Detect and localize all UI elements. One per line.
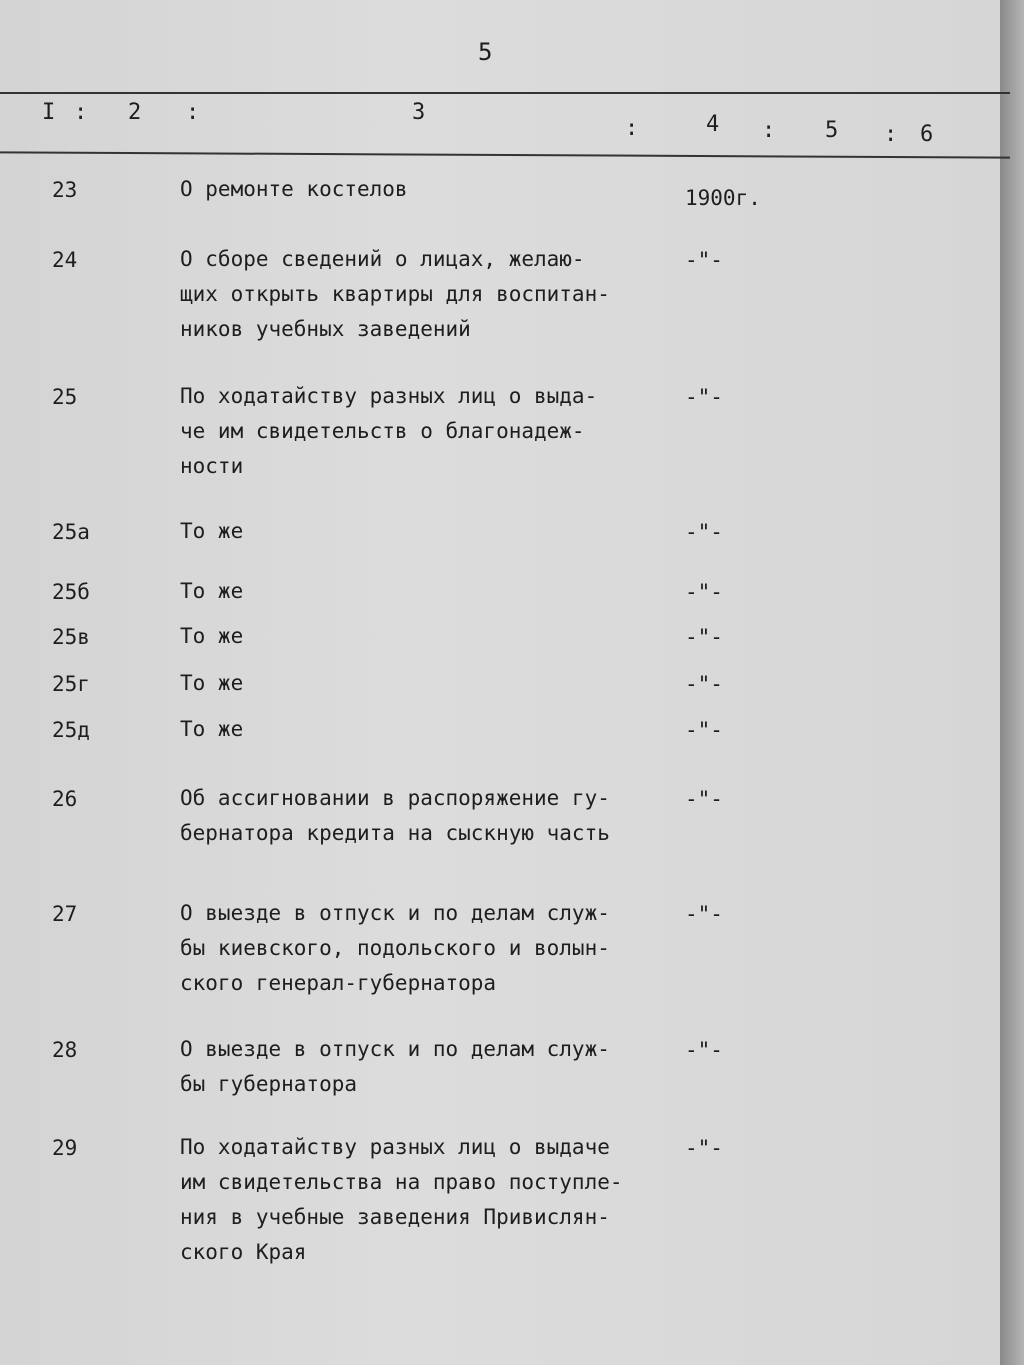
entry-number: 25д: [52, 718, 90, 742]
entry-number: 23: [52, 178, 78, 202]
entry-date: -"-: [685, 718, 723, 742]
col-2: 2: [128, 100, 142, 125]
col-sep: :: [186, 100, 200, 125]
col-sep: :: [74, 100, 88, 125]
entry-title: То же: [180, 717, 244, 741]
entry-number: 29: [52, 1136, 78, 1160]
entry-title: То же: [180, 519, 244, 543]
entry-title: То же: [180, 624, 244, 648]
entry-number: 24: [52, 248, 78, 272]
entry-date: -"-: [685, 580, 723, 604]
entry-number: 28: [52, 1038, 78, 1062]
col-1: I: [42, 100, 56, 125]
col-6: 6: [920, 122, 934, 147]
col-3: 3: [412, 100, 426, 125]
entry-number: 25в: [52, 625, 90, 649]
page-number: 5: [478, 38, 493, 66]
entry-date: -"-: [685, 520, 723, 544]
entry-title: По ходатайству разных лиц о выдаче им свидетельства на право поступле- ния в учебные заведения Привислян- ского Края: [180, 1135, 623, 1264]
entry-date: 1900г.: [685, 186, 761, 210]
entry-date: -"-: [685, 248, 723, 272]
entry-date: -"-: [685, 672, 723, 696]
col-sep: :: [884, 122, 898, 147]
col-5: 5: [825, 118, 839, 143]
entry-number: 25б: [52, 580, 90, 604]
col-sep: :: [762, 118, 776, 143]
entry-title: О выезде в отпуск и по делам служ- бы губернатора: [180, 1037, 610, 1096]
entry-number: 25г: [52, 672, 90, 696]
page-edge: [1000, 0, 1024, 1365]
entry-date: -"-: [685, 1038, 723, 1062]
col-4: 4: [706, 112, 720, 137]
entry-title: По ходатайству разных лиц о выда- че им свидетельств о благонадеж- ности: [180, 384, 598, 478]
entry-number: 27: [52, 902, 78, 926]
entry-number: 26: [52, 787, 78, 811]
entry-date: -"-: [685, 625, 723, 649]
entry-date: -"-: [685, 902, 723, 926]
entry-title: О ремонте костелов: [180, 177, 408, 201]
entry-title: То же: [180, 579, 244, 603]
entry-title: О выезде в отпуск и по делам служ- бы киевского, подольского и волын- ского генерал-губернатора: [180, 901, 610, 995]
entry-date: -"-: [685, 1136, 723, 1160]
entry-number: 25: [52, 385, 78, 409]
entry-title: То же: [180, 671, 244, 695]
entry-number: 25а: [52, 520, 90, 544]
entry-date: -"-: [685, 385, 723, 409]
col-sep: :: [625, 116, 639, 141]
entry-title: Об ассигновании в распоряжение гу- бернатора кредита на сыскную часть: [180, 786, 610, 845]
header-top-rule: [0, 92, 1010, 94]
entry-date: -"-: [685, 787, 723, 811]
entry-title: О сборе сведений о лицах, желаю- щих открыть квартиры для воспитан- ников учебных заведений: [180, 247, 610, 341]
